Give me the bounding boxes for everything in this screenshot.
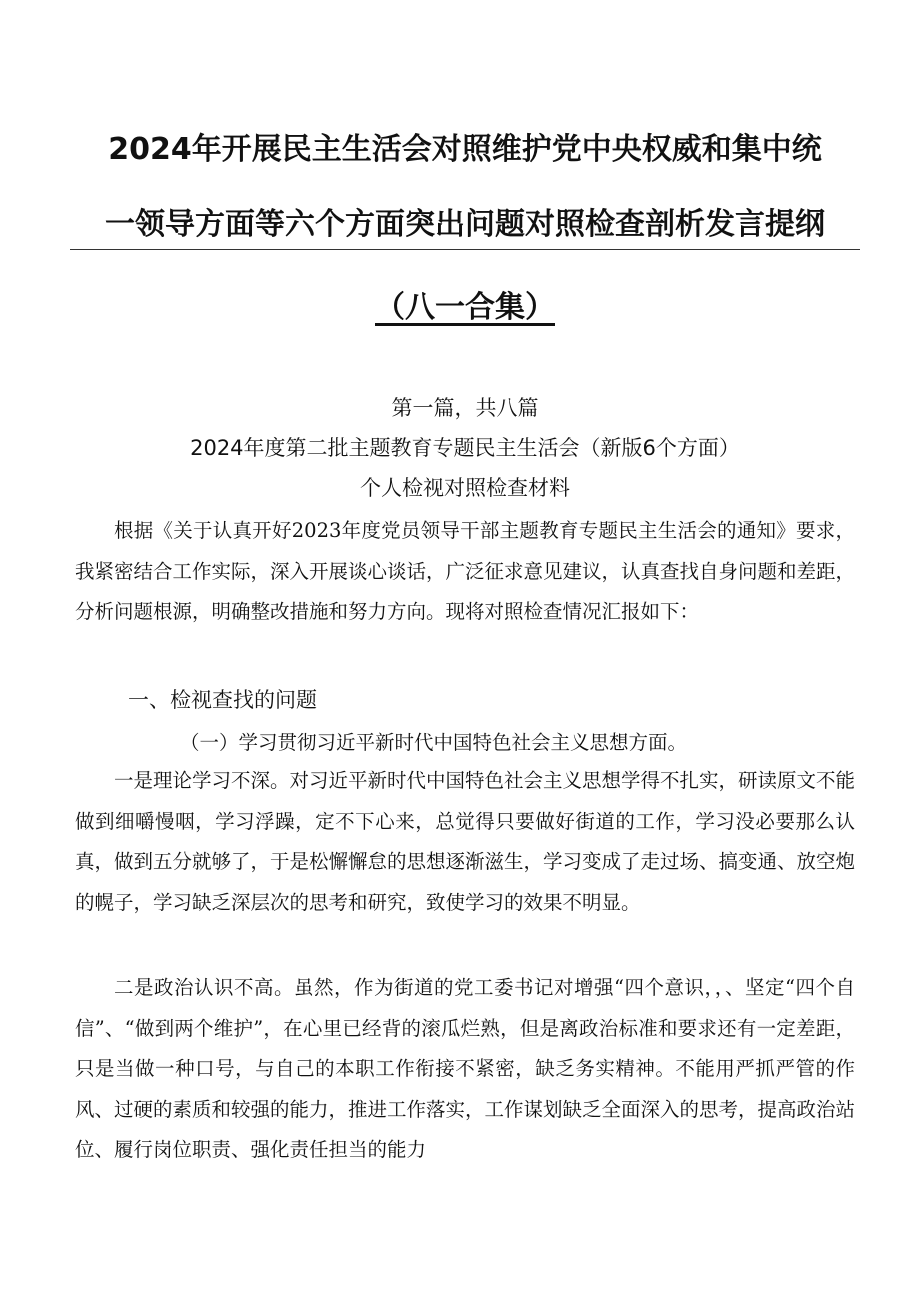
document-title bbox=[70, 130, 860, 363]
point-1-paragraph: 一是理论学习不深。对习近平新时代中国特色社会主义思想学得不扎实，研读原文不能做到细嚼慢咽，学习浮躁，定不下心来，总觉得只要做好街道的工作，学习没必要那么认真，做到五分就够了，于是松懈懈怠的思想逐渐滋生，学习变成了走过场、搞变通、放空炮的幌子，学习缺乏深层次的思考和研究，致使学习的效果不明显。 bbox=[75, 769, 856, 914]
title-line-3: （八一合集） bbox=[375, 290, 555, 325]
title-line-1: 2024年开展民主生活会对照维护党中央权威和集中统 bbox=[108, 132, 822, 167]
subsection-heading: （一）学习贯彻习近平新时代中国特色社会主义思想方面。 bbox=[180, 731, 688, 754]
section-title: 2024年度第二批主题教育专题民主生活会（新版6个方面） bbox=[190, 436, 740, 460]
title-line-2: 一领导方面等六个方面突出问题对照检查剖析发言提纲 bbox=[70, 205, 860, 250]
section-subtitle: 个人检视对照检查材料 bbox=[360, 476, 570, 500]
part-label: 第一篇，共八篇 bbox=[391, 396, 539, 420]
section-heading: 一、检视查找的问题 bbox=[128, 688, 317, 712]
intro-paragraph: 根据《关于认真开好2023年度党员领导干部主题教育专题民主生活会的通知》要求，我紧密结合工作实际，深入开展谈心谈话，广泛征求意见建议，认真查找自身问题和差距，分析问题根源，明确整改措施和努力方向。现将对照检查情况汇报如下： bbox=[75, 519, 856, 623]
point-2-paragraph: 二是政治认识不高。虽然，作为街道的党工委书记对增强“四个意识，，、坚定“四个自信”、“做到两个维护”，在心里已经背的滚瓜烂熟，但是离政治标准和要求还有一定差距，只是当做一种口号，与自己的本职工作衔接不紧密，缺乏务实精神。不能用严抓严管的作风、过硬的素质和较强的能力，推进工作落实，工作谋划缺乏全面深入的思考，提高政治站位、履行岗位职责、强化责任担当的能力 bbox=[75, 976, 856, 1161]
